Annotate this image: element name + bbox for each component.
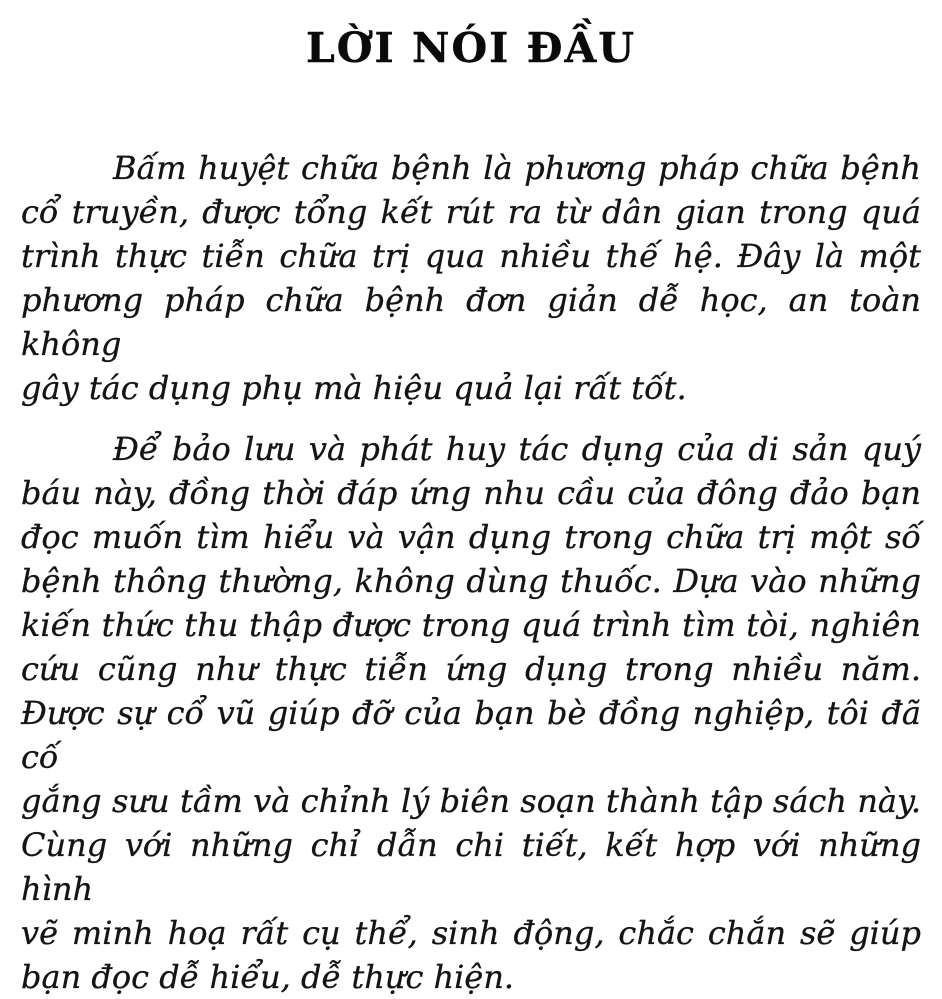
text-line: cứu cũng như thực tiễn ứng dụng trong nhiều năm. <box>21 650 921 688</box>
text-line: phương pháp chữa bệnh đơn giản dễ học, an toàn không <box>21 281 921 363</box>
page-body <box>21 146 921 999</box>
text-line: bệnh thông thường, không dùng thuốc. Dựa vào những <box>21 562 921 600</box>
paragraph-1 <box>21 146 921 410</box>
text-line: Cùng với những chỉ dẫn chi tiết, kết hợp với những hình <box>21 826 921 908</box>
text-line: gắng sưu tầm và chỉnh lý biên soạn thành tập sách này. <box>21 782 921 820</box>
page-title: LỜI NÓI ĐẦU <box>305 24 637 72</box>
book-page <box>0 24 942 996</box>
text-line: Bấm huyệt chữa bệnh là phương pháp chữa bệnh <box>113 149 921 187</box>
text-line: cổ truyền, được tổng kết rút ra từ dân gian trong quá <box>21 193 921 231</box>
text-line: vẽ minh hoạ rất cụ thể, sinh động, chắc chắn sẽ giúp <box>21 914 921 952</box>
text-line: đọc muốn tìm hiểu và vận dụng trong chữa trị một số <box>21 518 921 556</box>
text-line: Để bảo lưu và phát huy tác dụng của di sản quý <box>113 430 921 468</box>
text-line: Được sự cổ vũ giúp đỡ của bạn bè đồng nghiệp, tôi đã cố <box>21 694 921 776</box>
text-line: kiến thức thu thập được trong quá trình tìm tòi, nghiên <box>21 606 921 644</box>
text-line: trình thực tiễn chữa trị qua nhiều thế hệ. Đây là một <box>21 237 921 275</box>
text-line: báu này, đồng thời đáp ứng nhu cầu của đông đảo bạn <box>21 474 921 512</box>
text-line: gây tác dụng phụ mà hiệu quả lại rất tốt. <box>21 369 687 407</box>
text-line: bạn đọc dễ hiểu, dễ thực hiện. <box>21 958 515 996</box>
paragraph-2 <box>21 427 921 999</box>
